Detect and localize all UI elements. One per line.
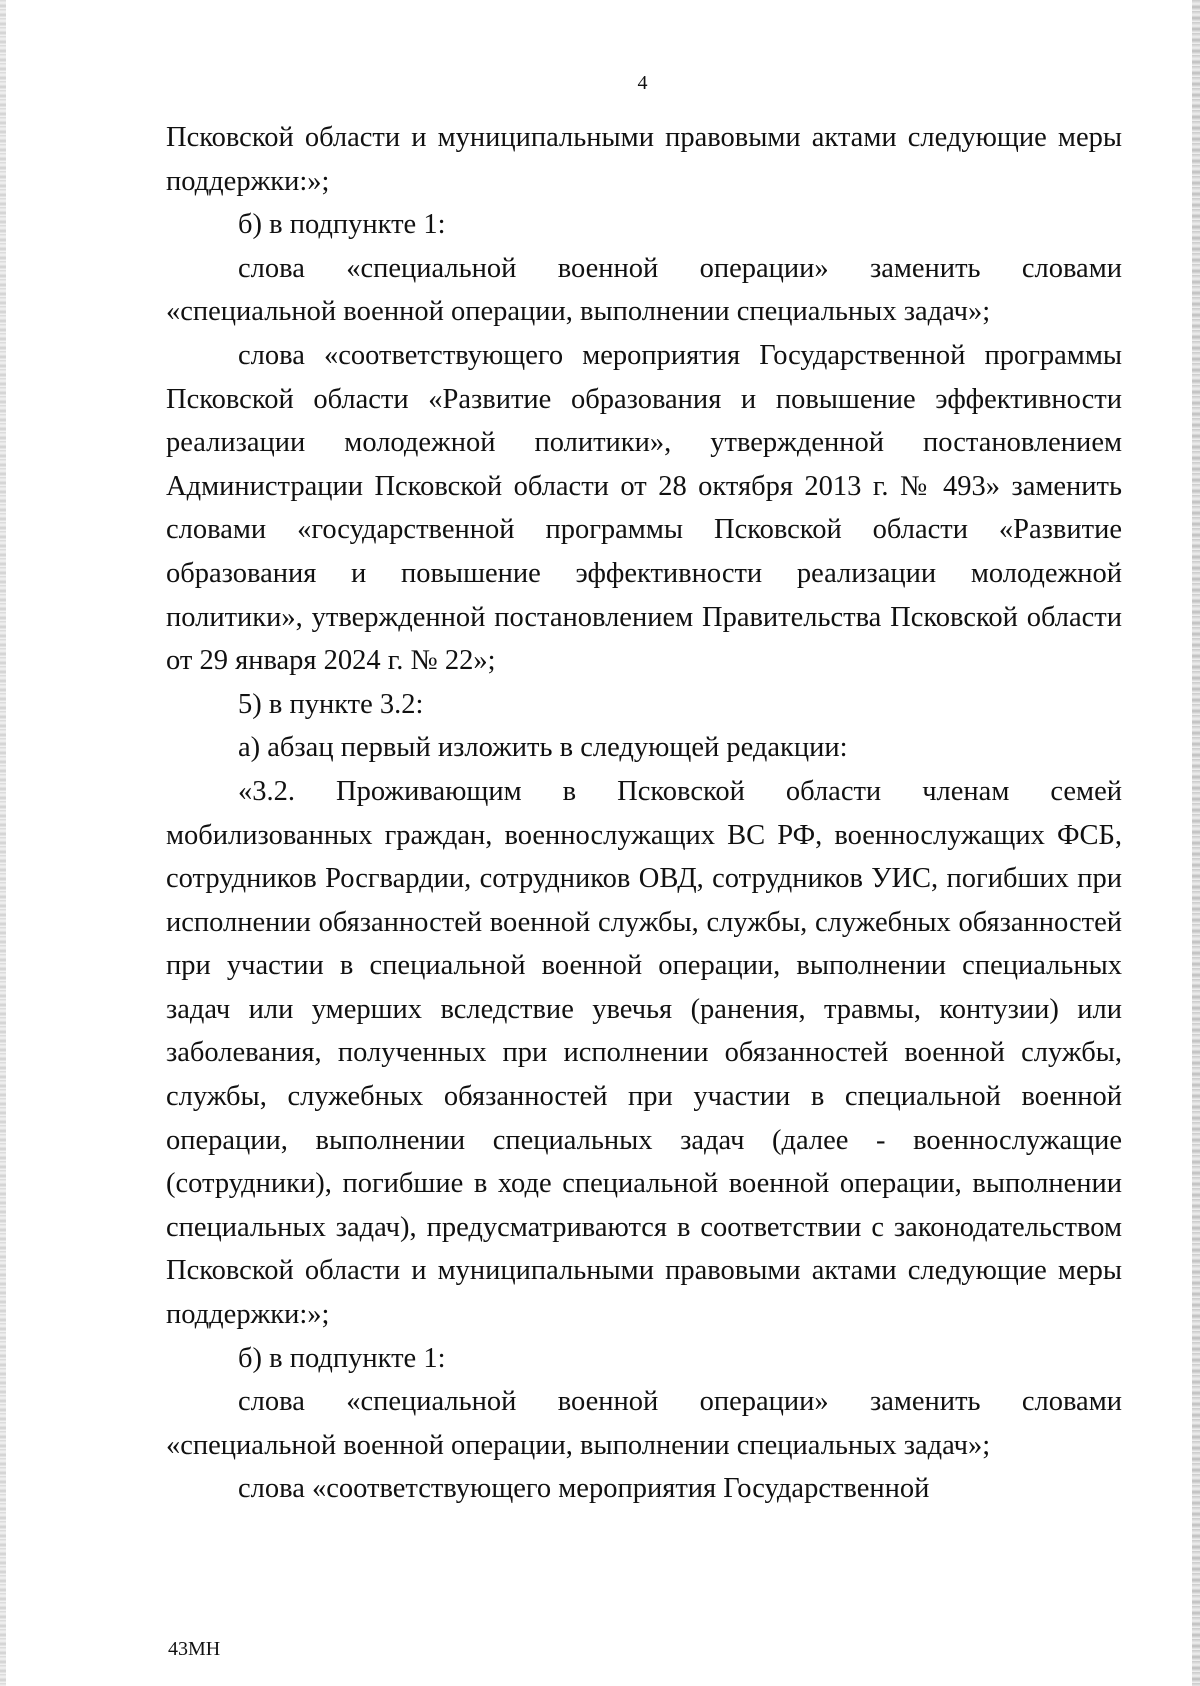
paragraph: слова «специальной военной операции» заменить словами «специальной военной операции, выполнении специальных задач»; <box>166 1386 1122 1461</box>
page-number: 4 <box>637 72 648 94</box>
paragraph: слова «соответствующего мероприятия Государственной <box>238 1473 930 1505</box>
scan-edge-left <box>0 0 6 1686</box>
paragraph: б) в подпункте 1: <box>238 1342 446 1374</box>
paragraph: 5) в пункте 3.2: <box>238 688 424 720</box>
paragraph: «3.2. Проживающим в Псковской области членам семей мобилизованных граждан, военнослужащих ВС РФ, военнослужащих ФСБ, сотрудников Росгвардии, сотрудников ОВД, сотрудников УИС, погибших при исполнении обязанностей военной службы, службы, служебных обязанностей при участии в специальной военной операции, выполнении специальных задач или умерших вследствие увечья (ранения, травмы, контузии) или заболевания, полученных при исполнении обязанностей военной службы, службы, служебных обязанностей при участии в специальной военной операции, выполнении специальных задач (далее - военнослужащие (сотрудники), погибшие в ходе специальной военной операции, выполнении специальных задач), предусматриваются в соответствии с законодательством Псковской области и муниципальными правовыми актами следующие меры поддержки:»; <box>166 775 1122 1331</box>
paragraph: слова «соответствующего мероприятия Государственной программы Псковской области «Развитие образования и повышение эффективности реализации молодежной политики», утвержденной постановлением Администрации Псковской области от 28 октября 2013 г. № 493» заменить словами «государственной программы Псковской области «Развитие образования и повышение эффективности реализации молодежной политики», утвержденной постановлением Правительства Псковской области от 29 января 2024 г. № 22»; <box>166 339 1122 677</box>
paragraph: слова «специальной военной операции» заменить словами «специальной военной операции, выполнении специальных задач»; <box>166 252 1122 328</box>
paragraph: а) абзац первый изложить в следующей редакции: <box>238 732 848 764</box>
footer-code: 43МН <box>168 1638 221 1660</box>
paragraph: б) в подпункте 1: <box>238 209 446 241</box>
document-body <box>166 116 1122 1511</box>
paragraph: Псковской области и муниципальными правовыми актами следующие меры поддержки:»; <box>166 122 1122 197</box>
scan-edge-right <box>1192 0 1200 1686</box>
